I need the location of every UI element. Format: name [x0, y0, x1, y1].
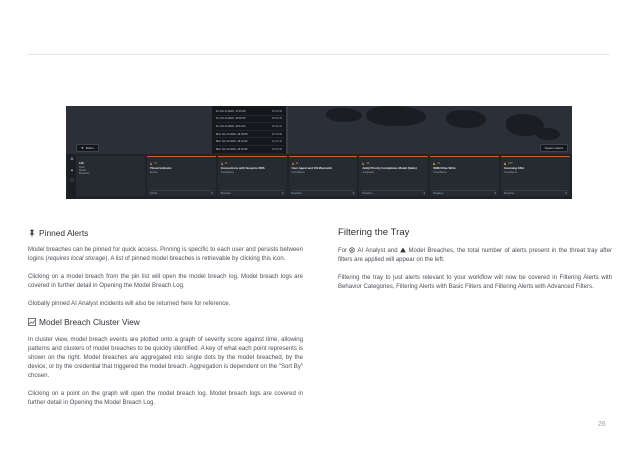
pin-icon[interactable]: ⚲ — [423, 191, 426, 195]
filters-button[interactable]: ⧩ Filters — [76, 144, 99, 152]
cluster-paragraph-1: In cluster view, model breach events are plotted onto a graph of severity score against time, allowing patterns and clusters of model breaches to be quickly identified. A key of what each point represents is shown on the right. Model breaches are aggregated into single dots by the model breached, by the device, or by the credential that triggered the model breach. Aggregation is dependent on the "Sort By" chosen. — [28, 336, 303, 380]
model-breach-card[interactable]: 63 Antiji Priority Compliance Model (Suite) Antigravity Breaches ⚲ — [359, 156, 428, 196]
filtering-tray-heading: Filtering the Tray — [338, 227, 410, 238]
model-breach-card[interactable]: 31 SMB Drive Write Compliance Breaches ⚲ — [430, 156, 499, 196]
left-column — [28, 227, 303, 408]
ai-analyst-icon[interactable]: ⚙ — [70, 157, 74, 161]
warning-icon — [362, 162, 364, 165]
right-column — [338, 227, 612, 292]
timestamp-row[interactable]: Fri Oct 14 2022, 17:33:36 05:33:36 — [214, 108, 284, 116]
warning-icon — [221, 162, 223, 165]
pinned-alerts-heading: Pinned Alerts — [28, 227, 303, 238]
pin-icon[interactable]: ⚲ — [352, 191, 355, 195]
warning-icon — [150, 162, 152, 165]
threat-tray-screenshot — [66, 106, 572, 199]
warning-icon — [504, 162, 506, 165]
pushpin-icon — [28, 229, 36, 237]
pin-icon[interactable]: ⚲ — [210, 191, 213, 195]
tray-category-bar — [68, 154, 76, 199]
model-breach-card[interactable]: 21 User Agent and CN Mismatch Compliance Breaches ⚲ — [289, 156, 358, 196]
total-breaches-card[interactable]: 116 Total Model Breaches — [76, 156, 145, 196]
timestamp-row[interactable]: Fri Oct 14 2022, 15:02:40 03:02:40 — [214, 116, 284, 124]
ai-analyst-icon — [349, 247, 355, 253]
filtering-paragraph-2: Filtering the tray to just alerts relevant to your workflow will now be covered in Filtering Alerts with Behavior Categories, Filtering Alerts with Basic Filters and Filtering Alerts with Advanced Filters. — [338, 274, 612, 290]
header-divider — [28, 54, 610, 55]
warning-icon — [292, 162, 294, 165]
pin-icon[interactable]: ⚲ — [494, 191, 497, 195]
pin-icon[interactable]: ⚲ — [281, 191, 284, 195]
warning-icon — [433, 162, 435, 165]
model-breach-card[interactable]: 31 Connections with Suspicio DNS Compliance Breaches ⚲ — [218, 156, 287, 196]
threat-tray-cards — [76, 156, 570, 196]
timestamp-row[interactable]: Mon Oct 10 2022, 15:43:36 03:43:36 — [214, 146, 284, 154]
pinned-paragraph-1: Model breaches can be pinned for quick access. Pinning is specific to each user and persists between logins (requires local storage). A list of pinned model breaches is retrievable by clicking this icon. — [28, 247, 303, 263]
timestamp-row[interactable]: Mon Oct 10 2022, 18:33:08 06:33:08 — [214, 131, 284, 139]
pinned-paragraph-2: Clicking on a model breach from the pin list will open the model breach log. Model breach logs are covered in further detail in Opening the Model Breach Log. — [28, 273, 303, 289]
filtering-paragraph-1: For AI Analyst and Model Breaches, the total number of alerts present in the threat tray after filters are applied will appear on the left. — [338, 248, 612, 264]
model-breach-card[interactable]: 74 Threat Indicator Device Critical ⚲ — [147, 156, 216, 196]
cluster-paragraph-2: Clicking on a point on the graph will open the model breach log. Model breach logs are covered in further detail in Opening the Model Breach Log. — [28, 391, 303, 407]
pin-icon[interactable]: ⚲ — [565, 191, 568, 195]
system-alerts-button[interactable]: System Alerts — [540, 144, 568, 152]
timestamp-row[interactable]: Mon Oct 10 2022, 16:41:44 04:41:44 — [214, 138, 284, 146]
device-icon[interactable]: ▢ — [70, 178, 74, 182]
tray-toolbar — [66, 142, 572, 154]
model-breach-icon — [400, 247, 406, 253]
filter-icon: ⧩ — [81, 146, 84, 150]
timestamp-row[interactable]: Fri Oct 14 2022, 14:41:04 02:41:04 — [214, 123, 284, 131]
chart-icon — [28, 318, 36, 326]
cluster-view-heading: Model Breach Cluster View — [28, 317, 303, 328]
model-breach-card[interactable]: 100 Incoming SSH Compliance Breaches ⚲ — [501, 156, 570, 196]
model-breach-icon[interactable]: ▲ — [70, 168, 74, 172]
pinned-paragraph-3: Globally pinned AI Analyst incidents will also be returned here for reference. — [28, 300, 231, 307]
page-number: 26 — [598, 421, 606, 428]
